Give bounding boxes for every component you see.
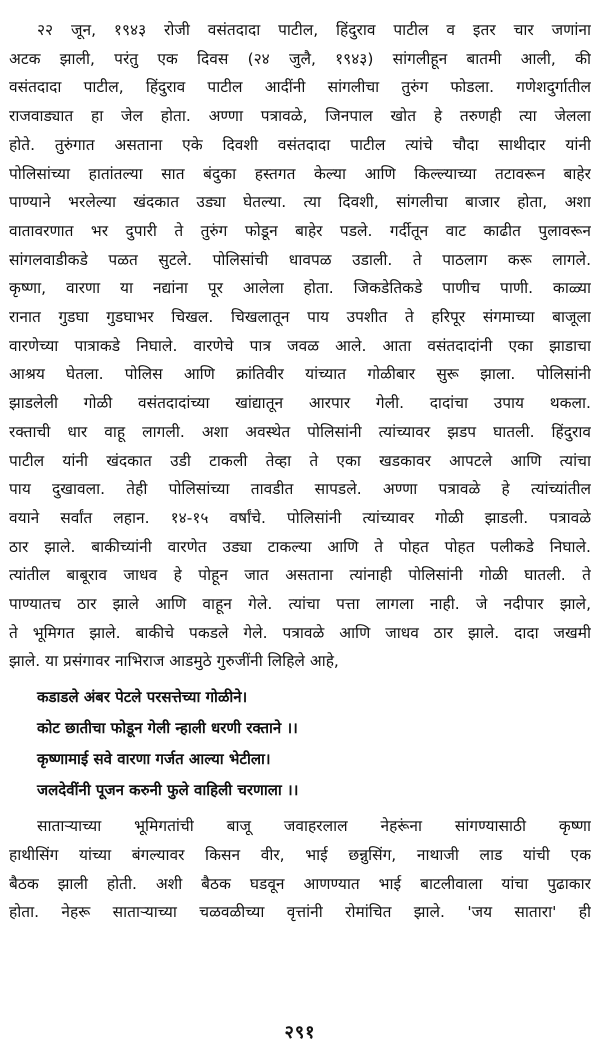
verse-line: जलदेवींनी पूजन करुनी फुले वाहिली चरणाला ।। bbox=[37, 781, 299, 800]
text-line: पाटील यांनी खंदकात उडी टाकली तेव्हा ते एका खडकावर आपटले आणि त्यांचा bbox=[9, 451, 591, 470]
text-line: २२ जून, १९४३ रोजी वसंतदादा पाटील, हिंदुराव पाटील व इतर चार जणांना bbox=[37, 21, 591, 39]
text-line: झाले. या प्रसंगावर नाभिराज आडमुठे गुरुजींनी लिहिले आहे, bbox=[9, 652, 339, 671]
text-line: कृष्णा, वारणा या नद्यांना पूर आलेला होता. जिकडेतिकडे पाणीच पाणी. काळ्या bbox=[9, 279, 591, 298]
text-line: सांगलवाडीकडे पळत सुटले. पोलिसांची धावपळ उडाली. ते पाठलाग करू लागले. bbox=[9, 250, 591, 269]
text-line: पोलिसांच्या हातांतल्या सात बंदुका हस्तगत केल्या आणि किल्ल्याच्या तटावरून बाहेर bbox=[9, 164, 591, 183]
text-line: पाण्यातच ठार झाले आणि वाहून गेले. त्यांचा पत्ता लागला नाही. जे नदीपार झाले, bbox=[9, 595, 591, 614]
poem-verse bbox=[9, 682, 591, 806]
text-line: रानात गुडघा गुडघाभर चिखल. चिखलातून पाय उपशीत ते हरिपूर संगमाच्या बाजूला bbox=[9, 308, 591, 327]
paragraph-1 bbox=[9, 16, 591, 676]
text-line: वयाने सर्वांत लहान. १४-१५ वर्षांचे. पोलिसांनी त्यांच्यावर गोळी झाडली. पत्रावळे bbox=[9, 508, 591, 527]
text-line: होता. नेहरू साताऱ्याच्या चळवळीच्या वृत्तांनी रोमांचित झाले. 'जय सातारा' ही bbox=[9, 903, 591, 922]
text-line: साताऱ्याच्या भूमिगतांची बाजू जवाहरलाल नेहरूंना सांगण्यासाठी कृष्णा bbox=[37, 817, 591, 836]
text-line: पाय दुखावला. तेही पोलिसांच्या तावडीत सापडले. अण्णा पत्रावळे हे त्यांच्यांतील bbox=[9, 480, 591, 499]
text-line: वारणेच्या पात्राकडे निघाले. वारणेचे पात्र जवळ आले. आता वसंतदादांनी एका झाडाचा bbox=[9, 336, 591, 355]
verse-line: कृष्णामाई सवे वारणा गर्जत आल्या भेटीला। bbox=[37, 750, 271, 769]
text-line: राजवाड्यात हा जेल होता. अण्णा पत्रावळे, जिनपाल खोत हे तरुणही त्या जेलला bbox=[9, 107, 591, 126]
text-line: त्यांतील बाबूराव जाधव हे पोहून जात असताना त्यांनाही पोलिसांनी गोळी घातली. ते bbox=[9, 566, 591, 585]
text-line: पाण्याने भरलेल्या खंदकात उड्या घेतल्या. त्या दिवशी, सांगलीचा बाजार होता, अशा bbox=[9, 193, 591, 212]
text-line: झाडलेली गोळी वसंतदादांच्या खांद्यातून आरपार गेली. दादांचा उपाय थकला. bbox=[9, 394, 591, 413]
text-line: आश्रय घेतला. पोलिस आणि क्रांतिवीर यांच्यात गोळीबार सुरू झाला. पोलिसांनी bbox=[9, 365, 591, 384]
text-line: रक्ताची धार वाहू लागली. अशा अवस्थेत पोलिसांनी त्यांच्यावर झडप घातली. हिंदुराव bbox=[9, 422, 591, 441]
text-line: बैठक झाली होती. अशी बैठक घडवून आणण्यात भाई बाटलीवाला यांचा पुढाकार bbox=[9, 874, 591, 893]
text-line: ठार झाले. बाकीच्यांनी वारणेत उड्या टाकल्या आणि ते पोहत पोहत पलीकडे निघाले. bbox=[9, 537, 591, 556]
text-line: वसंतदादा पाटील, हिंदुराव पाटील आदींनी सांगलीचा तुरुंग फोडला. गणेशदुर्गातील bbox=[9, 78, 591, 97]
verse-line: कोट छातीचा फोडून गेली न्हाली धरणी रक्ताने ।। bbox=[37, 719, 298, 738]
page-number: २९१ bbox=[284, 1022, 316, 1043]
text-line: ते भूमिगत झाले. बाकीचे पकडले गेले. पत्रावळे आणि जाधव ठार झाले. दादा जखमी bbox=[9, 623, 591, 642]
text-line: हाथीसिंग यांच्या बंगल्यावर किसन वीर, भाई छन्नुसिंग, नाथाजी लाड यांची एक bbox=[9, 845, 591, 864]
paragraph-2 bbox=[9, 812, 591, 927]
text-line: होते. तुरुंगात असताना एके दिवशी वसंतदादा पाटील त्यांचे चौदा साथीदार यांनी bbox=[9, 135, 591, 154]
text-line: अटक झाली, परंतु एक दिवस (२४ जुलै, १९४३) सांगलीहून बातमी आली, की bbox=[9, 49, 591, 68]
text-line: वातावरणात भर दुपारी ते तुरुंग फोडून बाहेर पडले. गर्दीतून वाट काढीत पुलावरून bbox=[9, 221, 591, 240]
verse-line: कडाडले अंबर पेटले परसत्तेच्या गोळीने। bbox=[37, 688, 248, 707]
